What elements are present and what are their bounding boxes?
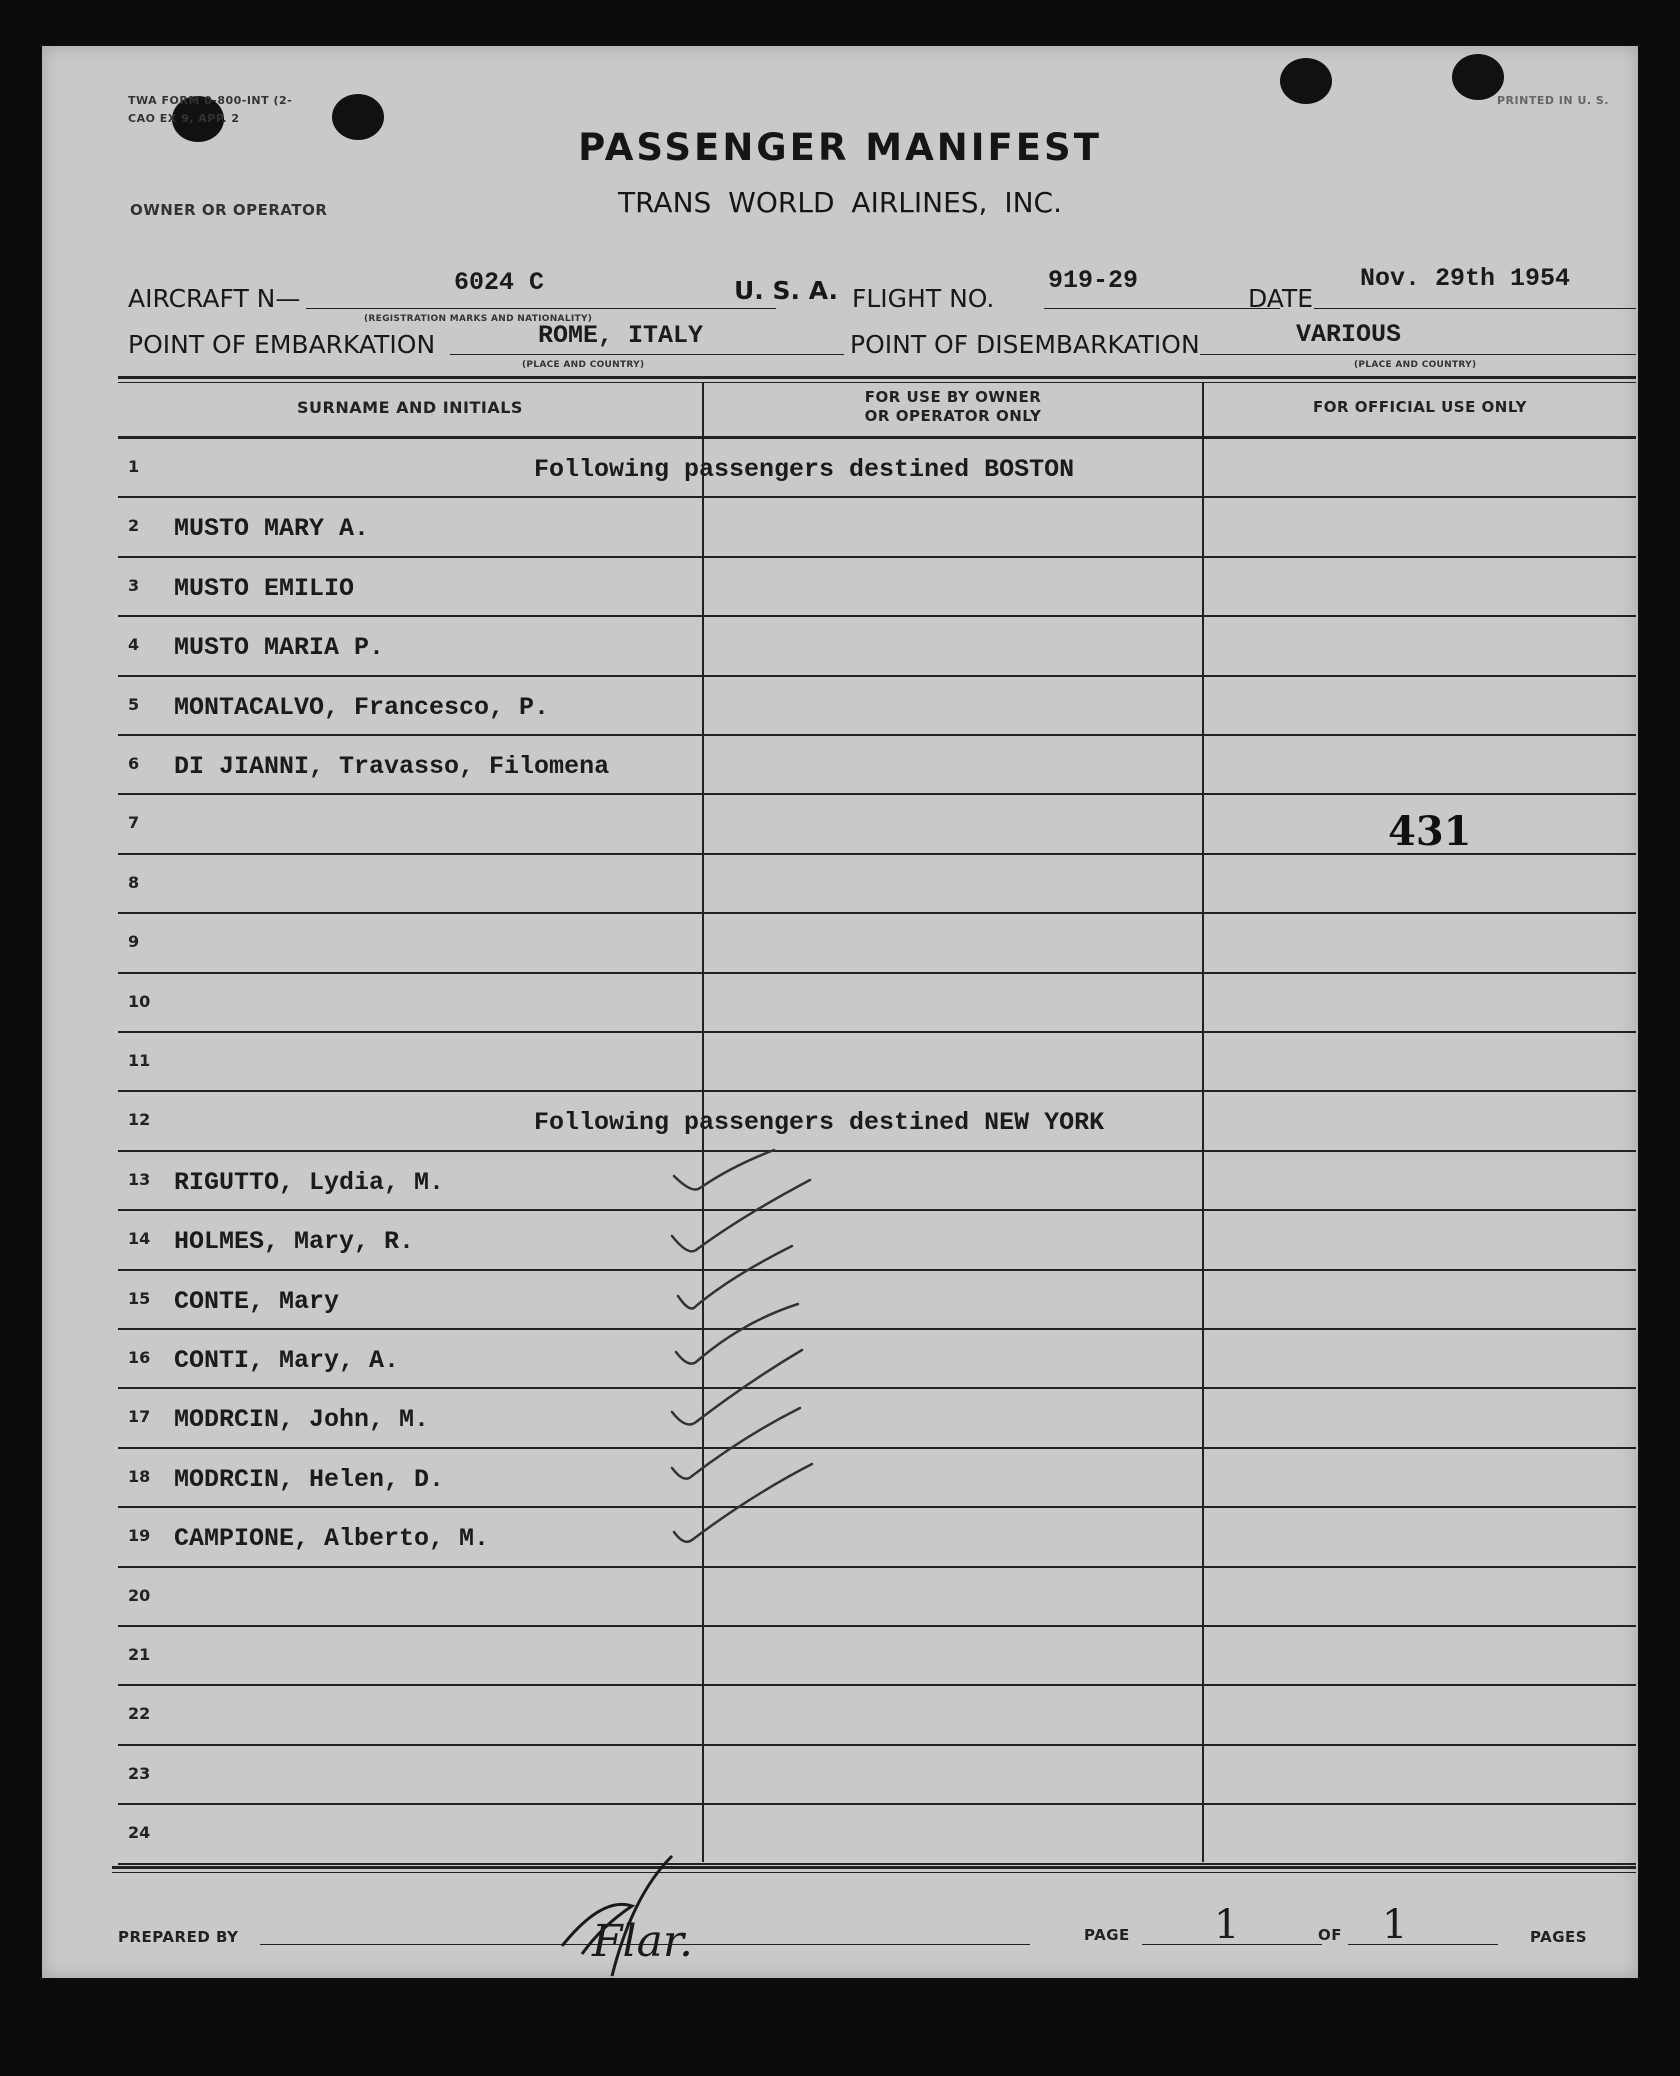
row-rule: [118, 1209, 1636, 1211]
row-number: 10: [128, 991, 151, 1011]
official-stamp: 431: [1388, 808, 1472, 855]
row-number: 17: [128, 1407, 151, 1427]
aircraft-value: 6024 C: [454, 268, 545, 297]
row-number: 20: [128, 1585, 151, 1605]
passenger-name: MODRCIN, John, M.: [174, 1405, 430, 1435]
passenger-name: DI JIANNI, Travasso, Filomena: [174, 752, 610, 781]
destination-heading: Following passengers destined NEW YORK: [534, 1108, 1105, 1138]
of-value: 1: [1382, 1902, 1408, 1948]
row-number: 4: [128, 635, 140, 655]
row-rule: [118, 615, 1636, 617]
row-rule: [118, 1328, 1636, 1330]
col-owner-header-2: OR OPERATOR ONLY: [864, 407, 1042, 425]
row-rule: [118, 1863, 1636, 1865]
registration-note: (REGISTRATION MARKS AND NATIONALITY): [364, 314, 593, 324]
row-number: 11: [128, 1051, 151, 1070]
row-number: 7: [128, 813, 140, 833]
disembarkation-value: VARIOUS: [1296, 320, 1402, 349]
row-rule: [118, 1684, 1636, 1686]
row-rule: [118, 1625, 1636, 1627]
row-number: 6: [128, 754, 140, 773]
row-number: 1: [128, 457, 140, 476]
row-rule: [118, 1387, 1636, 1389]
row-number: 24: [128, 1823, 151, 1843]
row-rule: [118, 793, 1636, 795]
row-rule: [118, 496, 1636, 498]
airline-name: TRANS WORLD AIRLINES, INC.: [617, 186, 1063, 219]
row-number: 12: [128, 1110, 151, 1130]
row-rule: [118, 1566, 1636, 1568]
col-official-header: FOR OFFICIAL USE ONLY: [1313, 398, 1527, 416]
place-note-disembark: (PLACE AND COUNTRY): [1354, 360, 1477, 370]
row-number: 8: [128, 872, 140, 892]
of-label: OF: [1318, 1926, 1342, 1944]
usa-label: U. S. A.: [734, 276, 839, 305]
check-mark-icon: [672, 1408, 800, 1479]
signature: [522, 1836, 762, 1986]
check-mark-icon: [674, 1464, 812, 1542]
row-number: 16: [128, 1348, 151, 1367]
row-rule: [118, 1031, 1636, 1033]
check-marks: [652, 1146, 822, 1616]
passenger-name: MODRCIN, Helen, D.: [174, 1464, 445, 1494]
destination-heading: Following passengers destined BOSTON: [534, 455, 1075, 484]
passenger-name: MUSTO MARY A.: [174, 514, 370, 544]
row-rule: [118, 1506, 1636, 1508]
row-number: 5: [128, 694, 140, 714]
passenger-name: CONTE, Mary: [174, 1286, 340, 1316]
flight-label: FLIGHT NO.: [852, 284, 995, 313]
row-number: 2: [128, 516, 140, 536]
aircraft-label: AIRCRAFT N—: [128, 284, 301, 313]
col-surname-header: SURNAME AND INITIALS: [297, 398, 523, 417]
passenger-name: CAMPIONE, Alberto, M.: [174, 1524, 490, 1554]
row-number: 13: [128, 1169, 151, 1189]
row-rule: [118, 556, 1636, 558]
row-number: 21: [128, 1645, 151, 1664]
disembarkation-label: POINT OF DISEMBARKATION: [850, 330, 1200, 359]
col-owner-header-1: FOR USE BY OWNER: [864, 388, 1042, 406]
date-value: Nov. 29th 1954: [1360, 264, 1571, 293]
row-number: 19: [128, 1526, 151, 1546]
printed-in: PRINTED IN U. S.: [1497, 94, 1609, 107]
punch-hole: [1280, 58, 1332, 104]
check-mark-icon: [676, 1304, 798, 1364]
row-number: 15: [128, 1288, 151, 1308]
owner-operator-label: OWNER OR OPERATOR: [130, 201, 328, 219]
row-number: 14: [128, 1229, 151, 1249]
row-number: 22: [128, 1704, 151, 1724]
page-label: PAGE: [1084, 1926, 1130, 1944]
passenger-name: HOLMES, Mary, R.: [174, 1227, 415, 1257]
form-id-line2: CAO EX 9, APP. 2: [128, 112, 240, 125]
manifest-sheet: [42, 46, 1638, 1978]
form-id-line1: TWA FORM 0-800-INT (2-: [128, 94, 293, 107]
svg-text:Flar.: Flar.: [592, 1916, 694, 1967]
row-rule: [118, 1269, 1636, 1271]
prepared-by-label: PREPARED BY: [118, 1928, 239, 1946]
row-rule: [118, 1803, 1636, 1805]
row-rule: [118, 1150, 1636, 1152]
passenger-name: RIGUTTO, Lydia, M.: [174, 1167, 445, 1197]
passenger-name: MONTACALVO, Francesco, P.: [174, 692, 550, 722]
row-number: 9: [128, 932, 140, 952]
page-value: 1: [1214, 1902, 1240, 1948]
check-mark-icon: [672, 1350, 802, 1424]
check-mark-icon: [674, 1150, 774, 1190]
row-rule: [118, 734, 1636, 736]
passenger-name: MUSTO EMILIO: [174, 573, 355, 603]
row-rule: [118, 1090, 1636, 1092]
place-note-embark: (PLACE AND COUNTRY): [522, 360, 645, 370]
flight-value: 919-29: [1048, 266, 1139, 295]
row-rule: [118, 972, 1636, 974]
embarkation-value: ROME, ITALY: [538, 321, 704, 350]
row-number: 18: [128, 1466, 151, 1486]
form-title: PASSENGER MANIFEST: [578, 126, 1102, 169]
check-mark-icon: [678, 1246, 792, 1308]
embarkation-label: POINT OF EMBARKATION: [128, 330, 436, 359]
row-rule: [118, 1744, 1636, 1746]
row-rule: [118, 675, 1636, 677]
passenger-name: CONTI, Mary, A.: [174, 1346, 400, 1375]
row-number: 3: [128, 575, 140, 595]
date-label: DATE: [1248, 284, 1314, 313]
row-number: 23: [128, 1763, 151, 1783]
passenger-name: MUSTO MARIA P.: [174, 633, 385, 663]
pages-label: PAGES: [1530, 1928, 1588, 1946]
row-rule: [118, 912, 1636, 914]
row-rule: [118, 1447, 1636, 1449]
check-mark-icon: [672, 1180, 810, 1251]
